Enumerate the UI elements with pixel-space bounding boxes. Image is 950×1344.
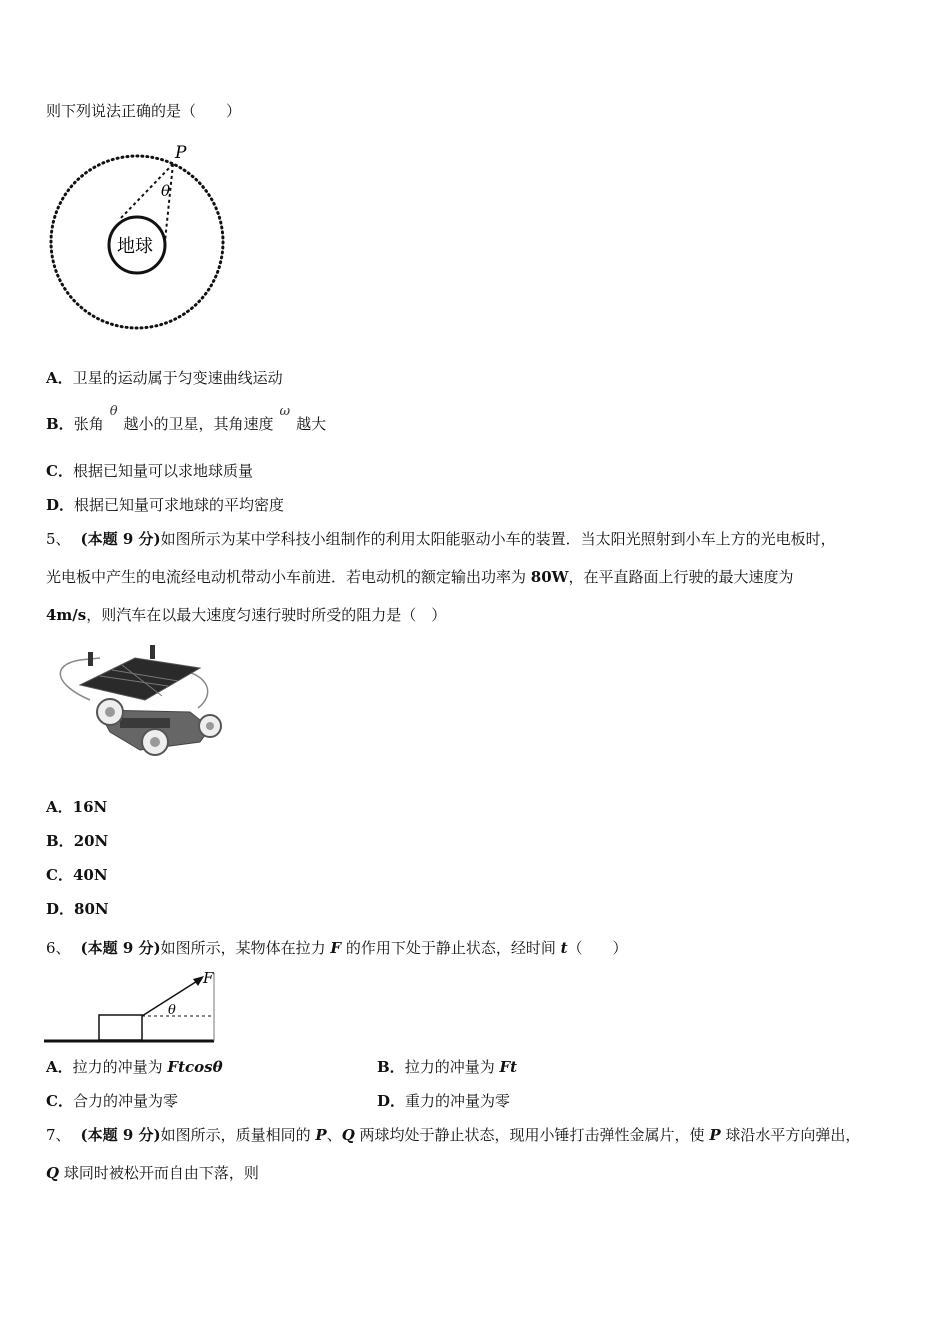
q5-line2 (46, 567, 794, 587)
q7-score: (本题 9 分) (80, 1126, 161, 1144)
q6-option-a (46, 1057, 223, 1077)
option-text-part2: 越小的卫星，其角速度 (123, 415, 274, 433)
satellite-orbit-figure (40, 140, 240, 340)
q6-stem-a: 如图所示，某物体在拉力 (160, 939, 331, 957)
q6-force-symbol: F (330, 939, 342, 957)
q4-option-a (46, 368, 283, 388)
q6-number: 6、 (46, 939, 71, 957)
option-formula: Ftcosθ (167, 1058, 223, 1076)
q7-number: 7、 (46, 1126, 71, 1144)
option-text: 根据已知量可以求地球质量 (72, 462, 253, 480)
q7-line2 (46, 1163, 259, 1183)
q6-option-b (377, 1057, 517, 1077)
option-letter: D． (46, 900, 75, 918)
q5-score: (本题 9 分) (80, 530, 161, 548)
option-text: 根据已知量可求地球的平均密度 (74, 496, 285, 514)
option-letter: C． (46, 462, 73, 480)
q7-ball-p-2: P (709, 1126, 721, 1144)
q4-stem-tail: 则下列说法正确的是（ ） (46, 102, 242, 120)
option-text: 重力的冲量为零 (405, 1092, 511, 1110)
q5-stem-line1: 如图所示为某中学科技小组制作的利用太阳能驱动小车的装置．当太阳光照射到小车上方的光电板时， (160, 530, 836, 548)
q5-option-a (46, 797, 107, 817)
force-block-figure (44, 968, 219, 1046)
option-text-part3: 越大 (296, 415, 327, 433)
block (99, 1015, 142, 1040)
q5-line1 (46, 529, 836, 549)
q6-option-d (377, 1091, 510, 1111)
option-text: 合力的冲量为零 (72, 1092, 178, 1110)
q5-option-c (46, 865, 108, 885)
q6-time-symbol: t (560, 939, 568, 957)
q6-stem-b: 的作用下处于静止状态，经时间 (341, 939, 561, 957)
force-label: F (203, 969, 214, 987)
option-text: 拉力的冲量为 (404, 1058, 500, 1076)
option-text: 40N (72, 866, 108, 884)
q7-stem-a: 如图所示，质量相同的 (160, 1126, 316, 1144)
option-letter: C． (46, 866, 73, 884)
theta-symbol: θ (109, 404, 118, 419)
q5-stem-line2a: 光电板中产生的电流经电动机带动小车前进．若电动机的额定输出功率为 (46, 568, 531, 586)
q7-sep: 、 (326, 1126, 342, 1144)
option-letter: B． (46, 415, 74, 433)
earth-label: 地球 (117, 236, 153, 257)
option-formula: Ft (499, 1058, 518, 1076)
q6-line1 (46, 938, 628, 958)
omega-symbol: ω (279, 404, 291, 419)
option-text: 拉力的冲量为 (72, 1058, 168, 1076)
option-text-part1: 张角 (73, 415, 104, 433)
option-letter: B． (377, 1058, 405, 1076)
q4-option-c (46, 461, 253, 481)
q5-number: 5、 (46, 530, 71, 548)
q7-ball-q-2: Q (46, 1164, 60, 1182)
option-letter: D． (377, 1092, 406, 1110)
option-letter: C． (46, 1092, 73, 1110)
q7-ball-p: P (315, 1126, 327, 1144)
q7-stem-b: 两球均处于静止状态，现用小锤打击弹性金属片，使 (354, 1126, 710, 1144)
q4-option-d (46, 495, 284, 515)
theta-label: θ (168, 1003, 176, 1018)
q5-option-d (46, 899, 109, 919)
q7-stem-line2: 球同时被松开而自由下落，则 (59, 1164, 259, 1182)
q5-option-b (46, 831, 108, 851)
option-text: 卫星的运动属于匀变速曲线运动 (72, 369, 283, 387)
q7-ball-q: Q (341, 1126, 355, 1144)
q4-option-b (46, 404, 327, 436)
q7-line1 (46, 1125, 860, 1145)
option-text: 20N (73, 832, 109, 850)
point-p-label: P (175, 143, 187, 163)
option-text: 16N (72, 798, 108, 816)
option-letter: A． (46, 1058, 73, 1076)
q6-option-c (46, 1091, 178, 1111)
solar-car-figure (50, 640, 225, 765)
q5-line3 (46, 605, 446, 625)
q5-stem-line2b: ，在平直路面上行驶的最大速度为 (568, 568, 794, 586)
tangent-line-right (165, 164, 173, 241)
q6-score: (本题 9 分) (80, 939, 161, 957)
q7-stem-c: 球沿水平方向弹出， (720, 1126, 861, 1144)
option-letter: A． (46, 798, 73, 816)
option-letter: B． (46, 832, 74, 850)
option-letter: D． (46, 496, 75, 514)
q5-stem-line3: ，则汽车在以最大速度匀速行驶时所受的阻力是（ ） (86, 606, 447, 624)
theta-label: θ (161, 182, 171, 200)
q5-speed: 4m/s (46, 606, 87, 624)
q5-power: 80W (530, 568, 569, 586)
option-letter: A． (46, 369, 73, 387)
option-text: 80N (74, 900, 109, 918)
q6-stem-c: （ ） (567, 939, 628, 957)
